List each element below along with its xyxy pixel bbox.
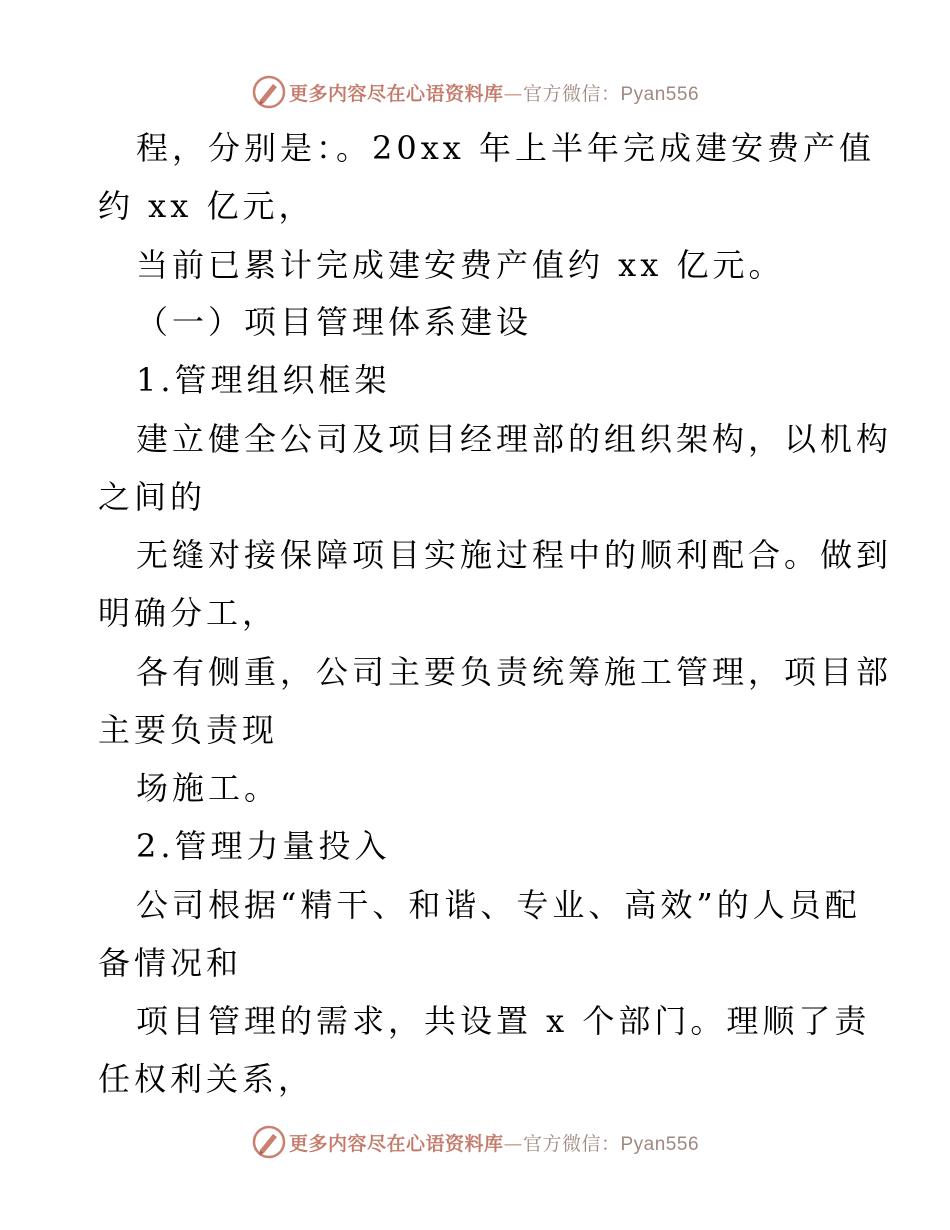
section-heading: （一）项目管理体系建设 <box>136 303 533 341</box>
watermark-contact-label: 官方微信： <box>522 82 621 105</box>
body-line: 约 xx 亿元， <box>98 187 315 225</box>
pen-circle-logo-icon <box>251 74 287 110</box>
body-line: 各有侧重，公司主要负责统筹施工管理，项目部 <box>136 653 893 691</box>
subsection-heading: 2.管理力量投入 <box>136 827 391 865</box>
body-line: 明确分工， <box>98 594 279 632</box>
body-line: 场施工。 <box>136 769 281 807</box>
body-line: 任权利关系， <box>98 1060 315 1098</box>
watermark-contact-label: 官方微信： <box>522 1132 621 1155</box>
body-line: 项目管理的需求，共设置 x 个部门。理顺了责 <box>136 1002 871 1040</box>
body-line: 当前已累计完成建安费产值约 xx 亿元。 <box>136 246 785 284</box>
body-line: 建立健全公司及项目经理部的组织架构，以机构 <box>136 420 893 458</box>
watermark-contact-id: Pyan556 <box>620 1133 700 1155</box>
header-watermark <box>0 72 950 112</box>
subsection-heading: 1.管理组织框架 <box>136 361 391 399</box>
body-line: 程，分别是：。20xx 年上半年完成建安费产值 <box>136 129 875 167</box>
watermark-brand-text: 更多内容尽在心语资料库 <box>288 1132 504 1155</box>
watermark-dash: — <box>503 82 523 105</box>
body-line: 无缝对接保障项目实施过程中的顺利配合。做到 <box>136 536 893 574</box>
body-line: 公司根据“精干、和谐、专业、高效”的人员配 <box>136 886 861 924</box>
pen-circle-logo-icon <box>251 1124 287 1160</box>
body-line: 主要负责现 <box>98 711 279 749</box>
body-line: 之间的 <box>98 478 207 516</box>
watermark-contact-id: Pyan556 <box>620 83 700 105</box>
watermark-brand-text: 更多内容尽在心语资料库 <box>288 82 504 105</box>
body-line: 备情况和 <box>98 944 243 982</box>
footer-watermark <box>0 1122 950 1162</box>
watermark-dash: — <box>503 1132 523 1155</box>
